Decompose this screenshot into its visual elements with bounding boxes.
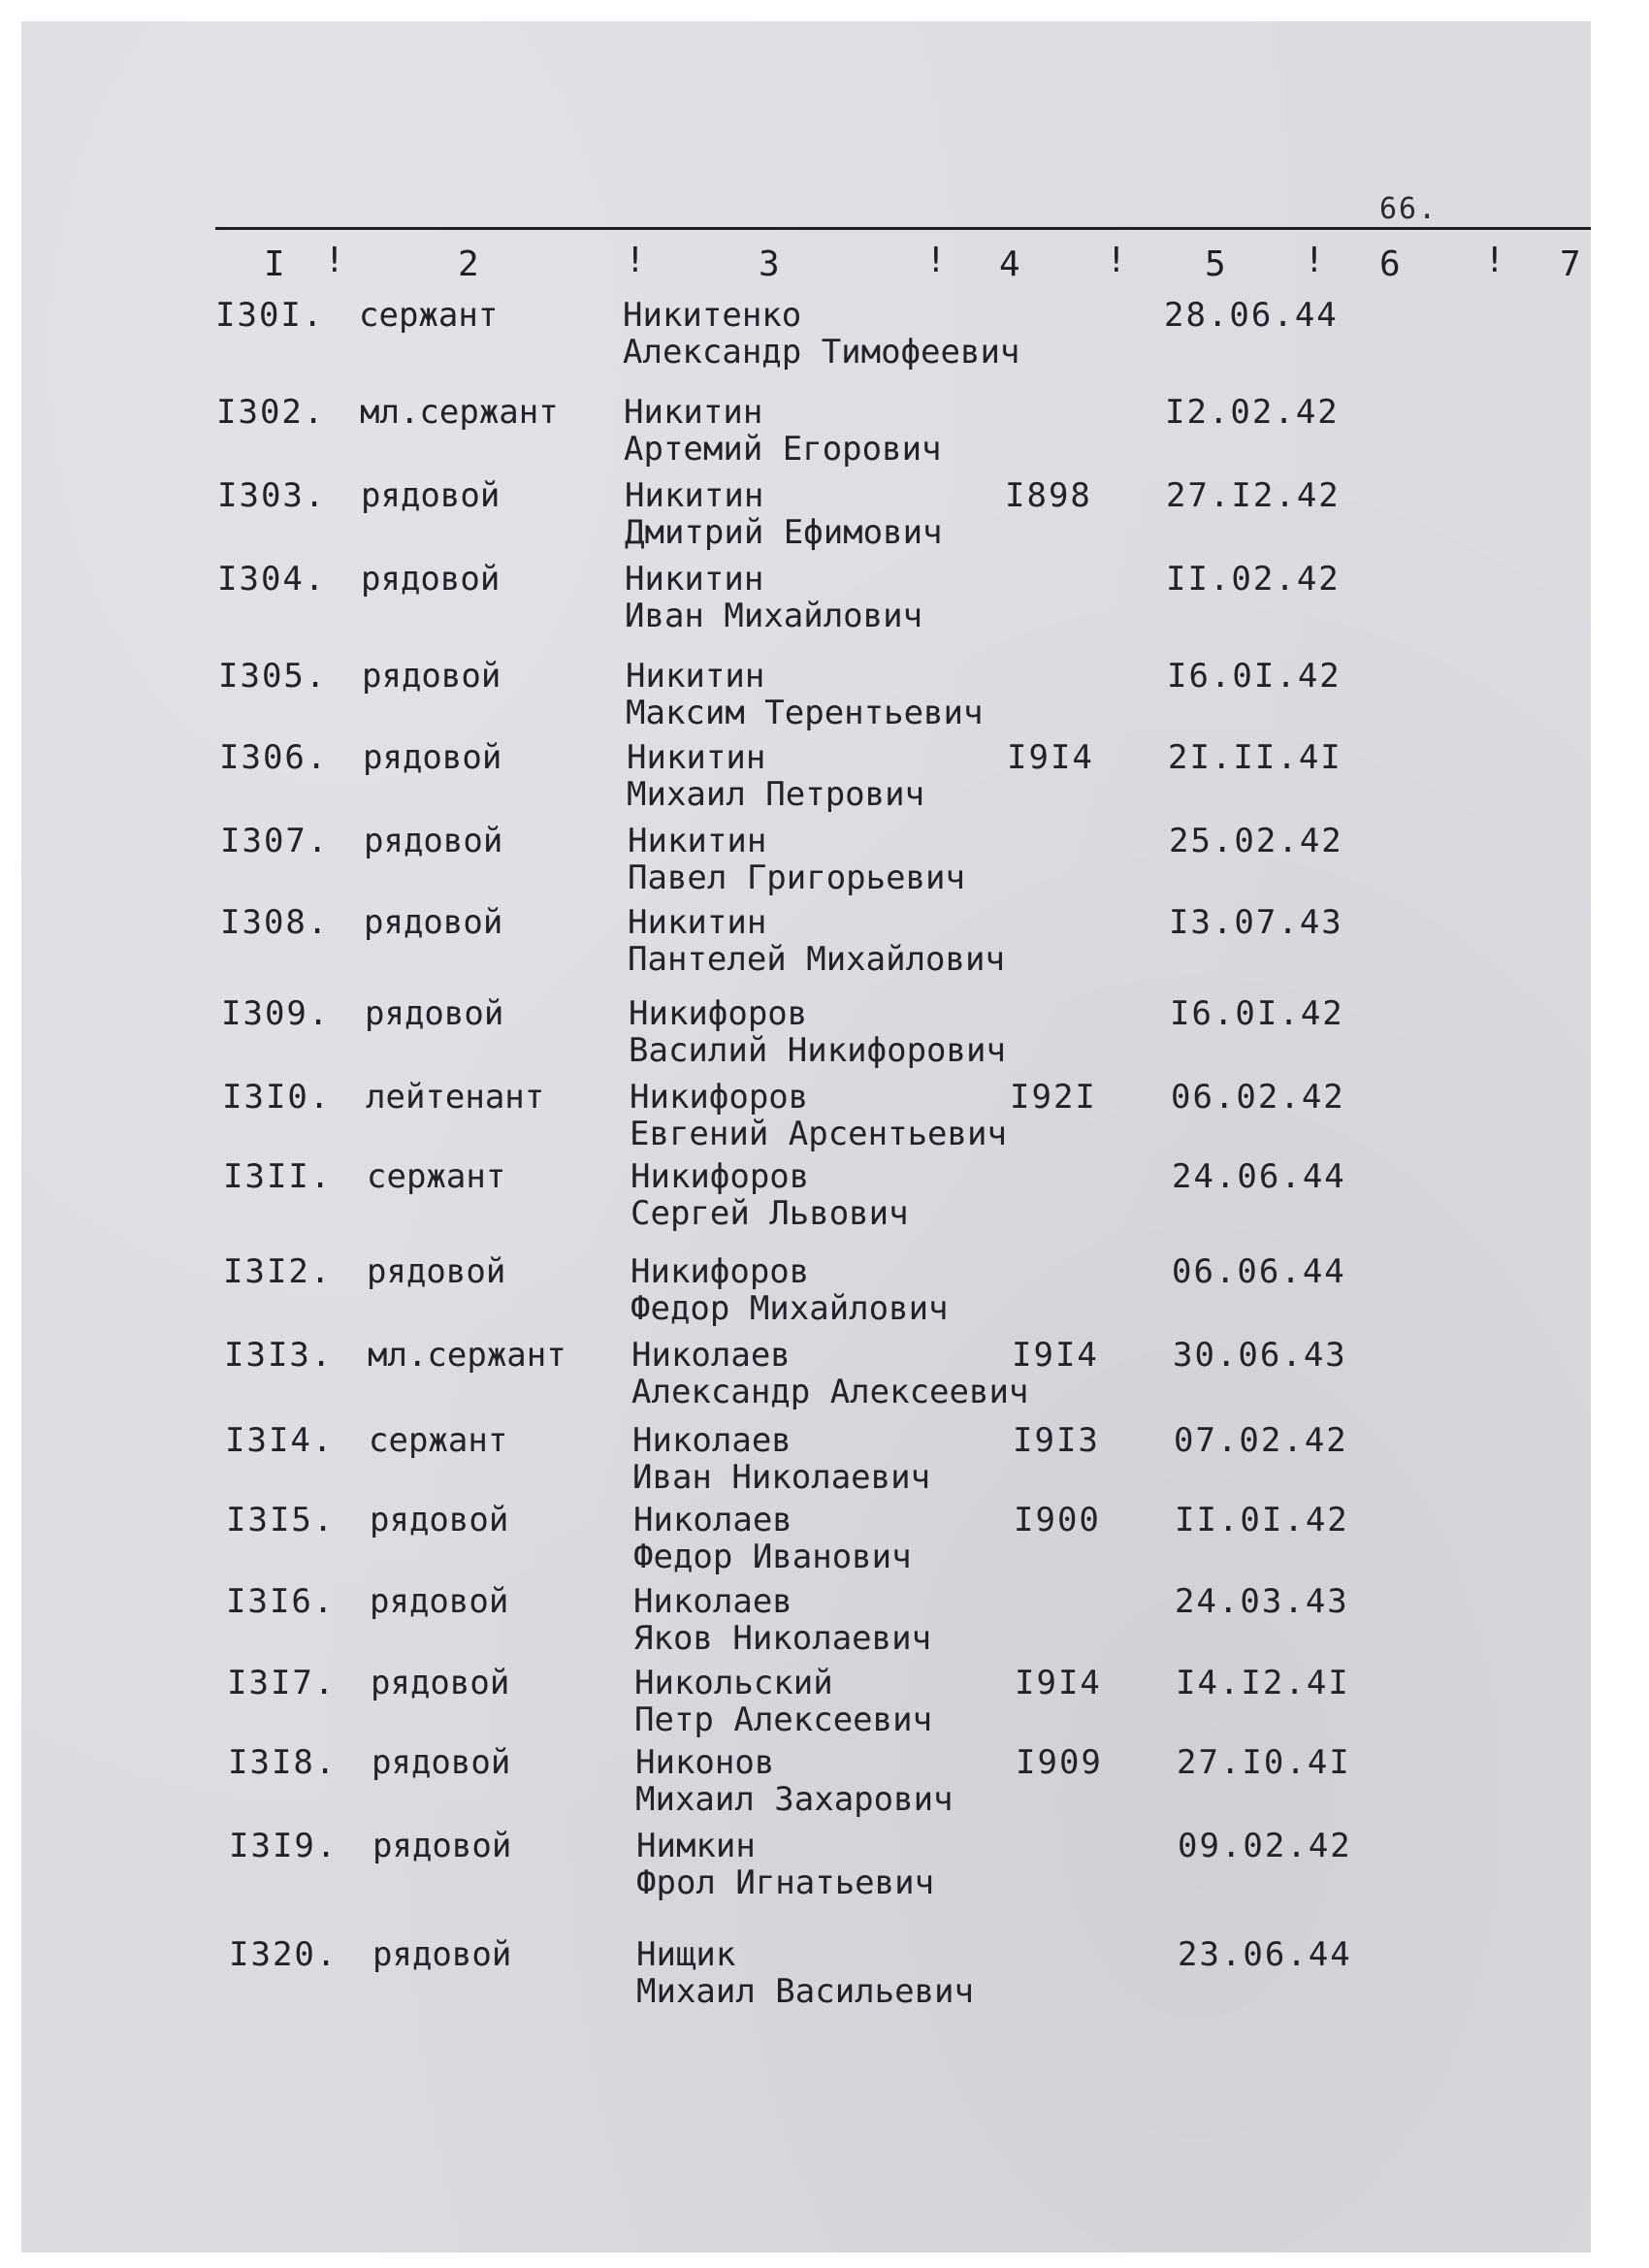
column-separator: ! xyxy=(1484,241,1505,280)
surname: Никитин xyxy=(624,393,763,432)
column-header-4: 4 xyxy=(999,244,1020,284)
column-header-6: 6 xyxy=(1379,244,1401,284)
record-number: I30I. xyxy=(215,296,325,335)
birth-year: I9I4 xyxy=(1015,1664,1102,1702)
record-number: I306. xyxy=(219,738,329,777)
record-number: I309. xyxy=(221,994,331,1033)
military-rank: мл.сержант xyxy=(360,393,559,432)
date: II.0I.42 xyxy=(1175,1501,1349,1539)
full-name xyxy=(630,1158,909,1232)
record-number: I3I2. xyxy=(223,1252,333,1291)
military-rank: рядовой xyxy=(364,903,503,942)
military-rank: рядовой xyxy=(365,994,504,1033)
date: I4.I2.4I xyxy=(1176,1664,1350,1702)
record-number: I303. xyxy=(217,476,327,515)
surname: Николаев xyxy=(631,1336,791,1375)
birth-year: I909 xyxy=(1016,1743,1103,1782)
given-name-patronymic: Сергей Львович xyxy=(630,1194,909,1233)
military-rank: сержант xyxy=(359,296,499,335)
record-number: I305. xyxy=(218,657,328,696)
register-table xyxy=(21,21,1591,2252)
column-separator: ! xyxy=(1106,241,1127,280)
surname: Никитин xyxy=(625,476,764,515)
surname: Никитин xyxy=(625,560,764,599)
birth-year: I92I xyxy=(1010,1078,1097,1117)
full-name xyxy=(633,1502,912,1575)
record-number: I3I3. xyxy=(224,1336,334,1375)
date: 27.I2.42 xyxy=(1166,476,1341,515)
date: I6.0I.42 xyxy=(1170,994,1344,1033)
given-name-patronymic: Михаил Васильевич xyxy=(636,1972,974,2011)
full-name xyxy=(634,1665,932,1738)
given-name-patronymic: Иван Николаевич xyxy=(632,1458,931,1497)
date: I3.07.43 xyxy=(1169,903,1343,942)
column-header-5: 5 xyxy=(1205,244,1226,284)
date: 07.02.42 xyxy=(1174,1421,1348,1460)
column-header-1: I xyxy=(264,244,285,284)
record-number: I3I5. xyxy=(226,1501,336,1539)
full-name xyxy=(625,561,922,634)
military-rank: рядовой xyxy=(367,1252,506,1291)
date: 28.06.44 xyxy=(1164,296,1339,335)
given-name-patronymic: Федор Михайлович xyxy=(630,1289,949,1328)
date: 06.02.42 xyxy=(1171,1078,1345,1117)
given-name-patronymic: Фрол Игнатьевич xyxy=(636,1863,935,1902)
full-name xyxy=(631,1337,1028,1410)
column-separator: ! xyxy=(925,241,947,280)
given-name-patronymic: Александр Тимофеевич xyxy=(623,333,1020,372)
birth-year: I900 xyxy=(1014,1501,1101,1539)
birth-year: I898 xyxy=(1005,476,1092,515)
full-name xyxy=(625,477,943,551)
birth-year: I9I4 xyxy=(1007,738,1094,777)
column-header-7: 7 xyxy=(1560,244,1581,284)
military-rank: рядовой xyxy=(372,1743,511,1782)
date: I2.02.42 xyxy=(1165,393,1340,432)
military-rank: сержант xyxy=(369,1421,508,1460)
record-number: I3I0. xyxy=(222,1078,332,1117)
given-name-patronymic: Павел Григорьевич xyxy=(628,859,965,897)
full-name xyxy=(636,1828,934,1901)
given-name-patronymic: Максим Терентьевич xyxy=(626,694,984,732)
military-rank: рядовой xyxy=(361,476,501,515)
full-name xyxy=(627,739,924,813)
given-name-patronymic: Михаил Петрович xyxy=(627,775,925,814)
date: 30.06.43 xyxy=(1173,1336,1347,1375)
record-number: I320. xyxy=(229,1935,339,1974)
surname: Никонов xyxy=(635,1743,775,1782)
birth-year: I9I4 xyxy=(1012,1336,1099,1375)
given-name-patronymic: Михаил Захарович xyxy=(635,1780,954,1819)
record-number: I3II. xyxy=(223,1157,333,1196)
surname: Никифоров xyxy=(630,1078,809,1117)
given-name-patronymic: Василий Никифорович xyxy=(629,1031,1006,1070)
military-rank: рядовой xyxy=(361,560,501,599)
surname: Нищик xyxy=(636,1935,736,1974)
surname: Никифоров xyxy=(630,1252,810,1291)
military-rank: рядовой xyxy=(370,1501,509,1539)
surname: Никифоров xyxy=(630,1157,810,1196)
surname: Никольский xyxy=(634,1664,833,1702)
birth-year: I9I3 xyxy=(1013,1421,1100,1460)
military-rank: сержант xyxy=(367,1157,506,1196)
full-name xyxy=(624,394,942,468)
military-rank: рядовой xyxy=(372,1827,512,1865)
record-number: I3I4. xyxy=(225,1421,335,1460)
date: 27.I0.4I xyxy=(1177,1743,1351,1782)
surname: Никитин xyxy=(628,822,767,860)
given-name-patronymic: Яков Николаевич xyxy=(633,1619,932,1658)
military-rank: мл.сержант xyxy=(368,1336,566,1375)
record-number: I307. xyxy=(220,822,330,860)
record-number: I3I6. xyxy=(226,1582,336,1621)
surname: Нимкин xyxy=(636,1827,756,1865)
full-name xyxy=(629,995,1006,1069)
given-name-patronymic: Иван Михайлович xyxy=(625,597,923,635)
full-name xyxy=(633,1583,931,1657)
surname: Никифоров xyxy=(629,994,808,1033)
full-name xyxy=(635,1744,954,1818)
record-number: I308. xyxy=(220,903,330,942)
record-number: I3I7. xyxy=(227,1664,337,1702)
full-name xyxy=(623,297,1019,371)
record-number: I304. xyxy=(217,560,327,599)
full-name xyxy=(636,1936,974,2010)
date: 06.06.44 xyxy=(1172,1252,1346,1291)
military-rank: рядовой xyxy=(372,1935,512,1974)
military-rank: рядовой xyxy=(371,1664,510,1702)
given-name-patronymic: Дмитрий Ефимович xyxy=(625,513,943,552)
surname: Николаев xyxy=(633,1582,792,1621)
document-page xyxy=(21,21,1591,2252)
date: 24.06.44 xyxy=(1172,1157,1346,1196)
date: I6.0I.42 xyxy=(1167,657,1342,696)
military-rank: лейтенант xyxy=(366,1078,545,1117)
date: 2I.II.4I xyxy=(1168,738,1342,777)
given-name-patronymic: Александр Алексеевич xyxy=(631,1373,1029,1411)
military-rank: рядовой xyxy=(364,822,503,860)
given-name-patronymic: Федор Иванович xyxy=(633,1538,912,1576)
surname: Никитин xyxy=(628,903,767,942)
full-name xyxy=(628,823,965,896)
record-number: I302. xyxy=(216,393,326,432)
date: 24.03.43 xyxy=(1175,1582,1349,1621)
military-rank: рядовой xyxy=(370,1582,509,1621)
given-name-patronymic: Пантелей Михайлович xyxy=(628,940,1005,979)
surname: Николаев xyxy=(632,1421,792,1460)
page-number: 66. xyxy=(1379,192,1439,226)
given-name-patronymic: Петр Алексеевич xyxy=(634,1701,933,1739)
date: 23.06.44 xyxy=(1178,1935,1352,1974)
full-name xyxy=(632,1422,930,1496)
column-separator: ! xyxy=(625,241,646,280)
full-name xyxy=(628,904,1005,978)
column-separator: ! xyxy=(1304,241,1325,280)
surname: Никитин xyxy=(626,657,765,696)
given-name-patronymic: Евгений Арсентьевич xyxy=(630,1115,1007,1153)
record-number: I3I8. xyxy=(228,1743,338,1782)
surname: Никитин xyxy=(627,738,766,777)
surname: Николаев xyxy=(633,1501,792,1539)
military-rank: рядовой xyxy=(362,657,501,696)
date: 09.02.42 xyxy=(1178,1827,1352,1865)
date: 25.02.42 xyxy=(1169,822,1343,860)
date: II.02.42 xyxy=(1166,560,1341,599)
full-name xyxy=(630,1253,949,1327)
surname: Никитенко xyxy=(623,296,802,335)
column-header-2: 2 xyxy=(458,244,479,284)
record-number: I3I9. xyxy=(229,1827,339,1865)
given-name-patronymic: Артемий Егорович xyxy=(624,430,942,469)
column-separator: ! xyxy=(324,241,345,280)
full-name xyxy=(626,658,983,731)
column-header-3: 3 xyxy=(759,244,780,284)
full-name xyxy=(630,1079,1007,1152)
military-rank: рядовой xyxy=(363,738,502,777)
